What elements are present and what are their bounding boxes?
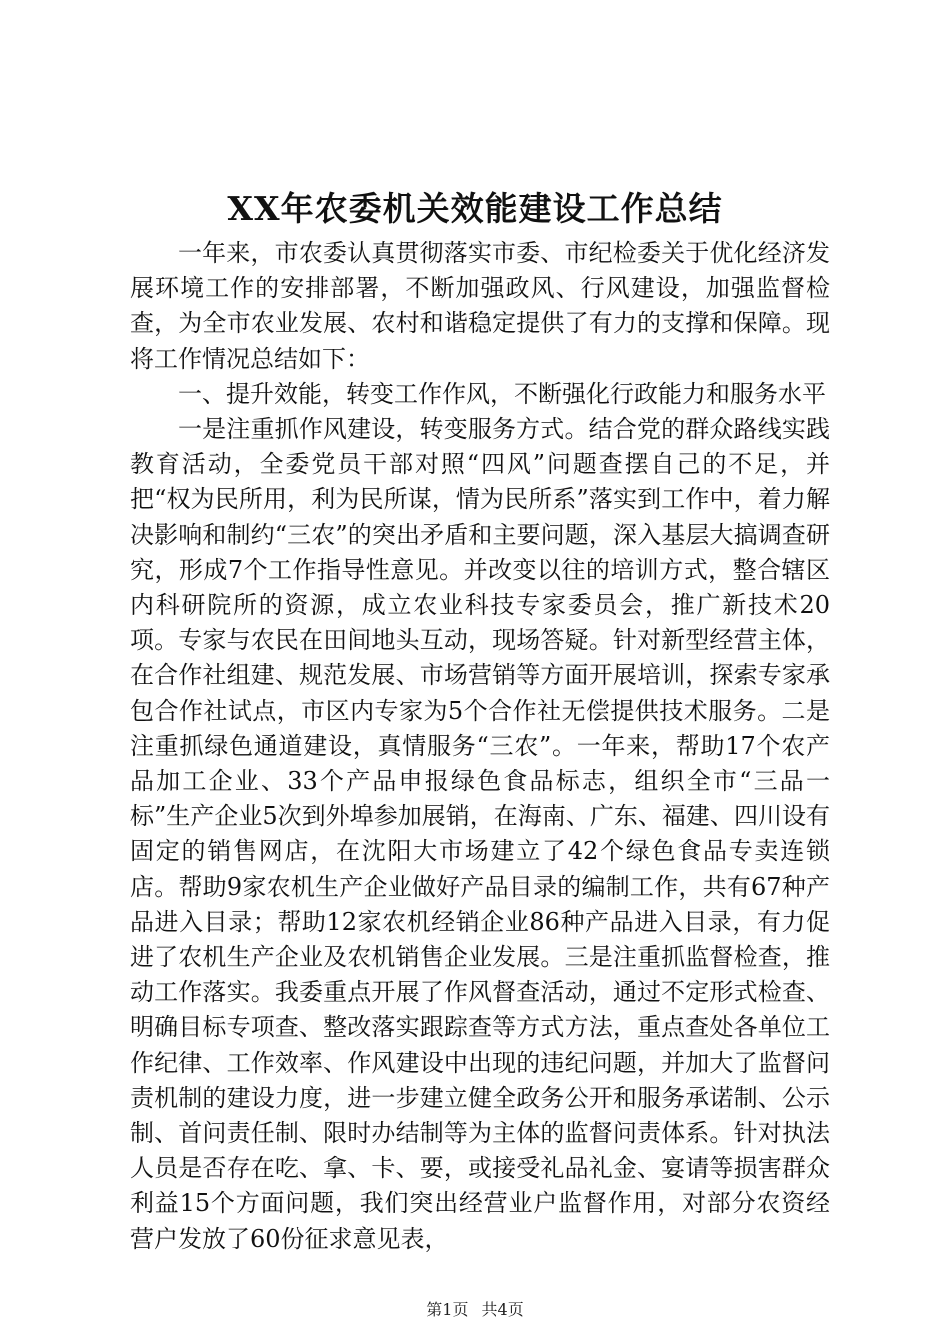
document-body: [130, 236, 830, 1257]
document-title: XX年农委机关效能建设工作总结: [227, 189, 723, 228]
body-paragraph: 一是注重抓作风建设，转变服务方式。结合党的群众路线实践教育活动，全委党员干部对照“四风”问题查摆自己的不足，并把“权为民所用，利为民所谋，情为民所系”落实到工作中，着力解决影响和制约“三农”的突出矛盾和主要问题，深入基层大搞调查研究，形成7个工作指导性意见。并改变以往的培训方式，整合辖区内科研院所的资源，成立农业科技专家委员会，推广新技术20项。专家与农民在田间地头互动，现场答疑。针对新型经营主体，在合作社组建、规范发展、市场营销等方面开展培训，探索专家承包合作社试点，市区内专家为5个合作社无偿提供技术服务。二是注重抓绿色通道建设，真情服务“三农”。一年来，帮助17个农产品加工企业、33个产品申报绿色食品标志，组织全市“三品一标”生产企业5次到外埠参加展销，在海南、广东、福建、四川设有固定的销售网店，在沈阳大市场建立了42个绿色食品专卖连锁店。帮助9家农机生产企业做好产品目录的编制工作，共有67种产品进入目录；帮助12家农机经销企业86种产品进入目录，有力促进了农机生产企业及农机销售企业发展。三是注重抓监督检查，推动工作落实。我委重点开展了作风督查活动，通过不定形式检查、明确目标专项查、整改落实跟踪查等方式方法，重点查处各单位工作纪律、工作效率、作风建设中出现的违纪问题，并加大了监督问责机制的建设力度，进一步建立健全政务公开和服务承诺制、公示制、首问责任制、限时办结制等为主体的监督问责体系。针对执法人员是否存在吃、拿、卡、要，或接受礼品礼金、宴请等损害群众利益15个方面问题，我们突出经营业户监督作用，对部分农资经营户发放了60份征求意见表，: [130, 415, 830, 1253]
section-heading: 一、提升效能，转变工作作风，不断强化行政能力和服务水平: [178, 379, 826, 408]
page-number: 第1页: [426, 1300, 469, 1319]
intro-paragraph: 一年来，市农委认真贯彻落实市委、市纪检委关于优化经济发展环境工作的安排部署，不断加强政风、行风建设，加强监督检查，为全市农业发展、农村和谐稳定提供了有力的支撑和保障。现将工作情况总结如下：: [130, 239, 830, 373]
page-footer: [0, 1300, 950, 1320]
page-total: 共4页: [481, 1300, 524, 1319]
